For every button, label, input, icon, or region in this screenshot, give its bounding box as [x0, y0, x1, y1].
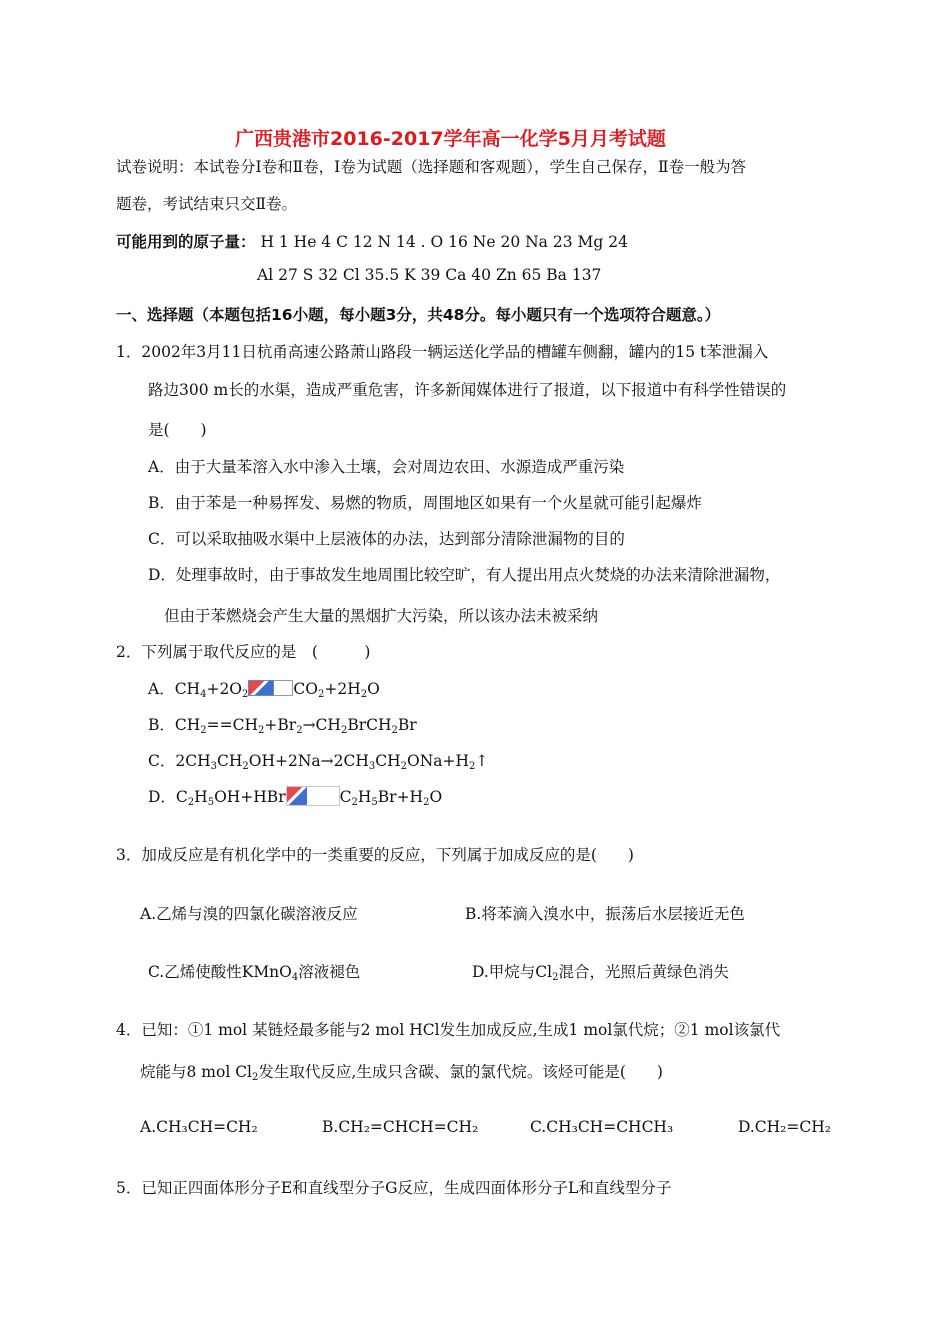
- q3-option-c: C.乙烯使酸性KMnO$_4$溶液褪色: [148, 963, 361, 983]
- q3-option-d: D.甲烷与$Cl_2$混合，光照后黄绿色消失: [472, 963, 730, 983]
- q1-option-d-line-1: D．处理事故时，由于事故发生地周围比较空旷，有人提出用点火焚烧的办法来清除泄漏物，: [148, 566, 781, 584]
- atomic-mass-values-2: Al 27 S 32 Cl 35.5 K 39 Ca 40 Zn 65 Ba 137: [257, 266, 602, 284]
- reaction-arrow-box: [274, 680, 293, 696]
- page-title: 广西贵港市2016-2017学年高一化学5月月考试题: [235, 128, 666, 150]
- q4-stem-line-2: 烷能与8 mol $Cl_2$发生取代反应,生成只含碳、氯的氯代烷。该烃可能是( ): [140, 1063, 663, 1083]
- q2-option-d: D．$C_2H_5OH+HBr$ $C_2H_5Br+H_2O$: [148, 788, 443, 808]
- q1-option-d-line-2: 但由于苯燃烧会产生大量的黑烟扩大污染，所以该办法未被采纳: [164, 607, 599, 625]
- reaction-condition-image: [286, 786, 340, 806]
- q1-option-b: B．由于苯是一种易挥发、易燃的物质，周围地区如果有一个火星就可能引起爆炸: [148, 494, 702, 512]
- q1-option-c: C．可以采取抽吸水渠中上层液体的办法，达到部分清除泄漏物的目的: [148, 530, 625, 548]
- intro-line-2: 题卷，考试结束只交Ⅱ卷。: [116, 195, 298, 213]
- intro-line-1: 试卷说明：本试卷分Ⅰ卷和Ⅱ卷，Ⅰ卷为试题（选择题和客观题），学生自己保存，Ⅱ卷一般为答: [116, 158, 747, 176]
- q5-stem: 5．已知正四面体形分子E和直线型分子G反应，生成四面体形分子L和直线型分子: [116, 1179, 672, 1197]
- atomic-mass-label: 可能用到的原子量：: [116, 233, 256, 251]
- q2-stem: 2．下列属于取代反应的是 ( ): [116, 643, 371, 661]
- q3-stem: 3．加成反应是有机化学中的一类重要的反应，下列属于加成反应的是( ): [116, 846, 634, 864]
- q4-option-b: B.CH₂=CHCH=CH₂: [322, 1118, 479, 1136]
- q3-option-b: B.将苯滴入溴水中，振荡后水层接近无色: [465, 905, 745, 923]
- atomic-mass-row-1: [116, 230, 628, 252]
- reaction-condition-image: [248, 680, 274, 696]
- q4-stem-line-1: 4．已知：①1 mol 某链烃最多能与2 mol HCl发生加成反应,生成1 mol氯代烷；②1 mol该氯代: [116, 1021, 781, 1039]
- q4-option-c: C.CH₃CH=CHCH₃: [530, 1118, 674, 1136]
- q2-option-c: C．$2CH_3CH_2OH+2Na\to 2CH_3CH_2ONa+H_2↑$: [148, 752, 489, 772]
- q2-option-a: A．$CH_4+2O_2$ $CO_2+2H_2O$: [148, 680, 380, 700]
- section-heading: 一、选择题（本题包括16小题，每小题3分，共48分。每小题只有一个选项符合题意。）: [116, 306, 721, 324]
- q1-stem-line-1: 1．2002年3月11日杭甬高速公路萧山路段一辆运送化学品的槽罐车侧翻，罐内的15 t苯泄漏入: [116, 343, 769, 361]
- q1-option-a: A．由于大量苯溶入水中渗入土壤，会对周边农田、水源造成严重污染: [148, 458, 625, 476]
- q3-option-a: A.乙烯与溴的四氯化碳溶液反应: [140, 905, 358, 923]
- q2-option-b: B．$CH_2==CH_2+Br_2\to CH_2BrCH_2Br$: [148, 716, 417, 736]
- q1-stem-line-3: 是( ): [148, 421, 207, 439]
- q1-stem-line-2: 路边300 m长的水渠，造成严重危害，许多新闻媒体进行了报道，以下报道中有科学性错误的: [148, 381, 787, 399]
- q4-option-a: A.CH₃CH=CH₂: [140, 1118, 258, 1136]
- atomic-mass-values-1: H 1 He 4 C 12 N 14 . O 16 Ne 20 Na 23 Mg 24: [260, 233, 628, 251]
- q4-option-d: D.CH₂=CH₂: [738, 1118, 831, 1136]
